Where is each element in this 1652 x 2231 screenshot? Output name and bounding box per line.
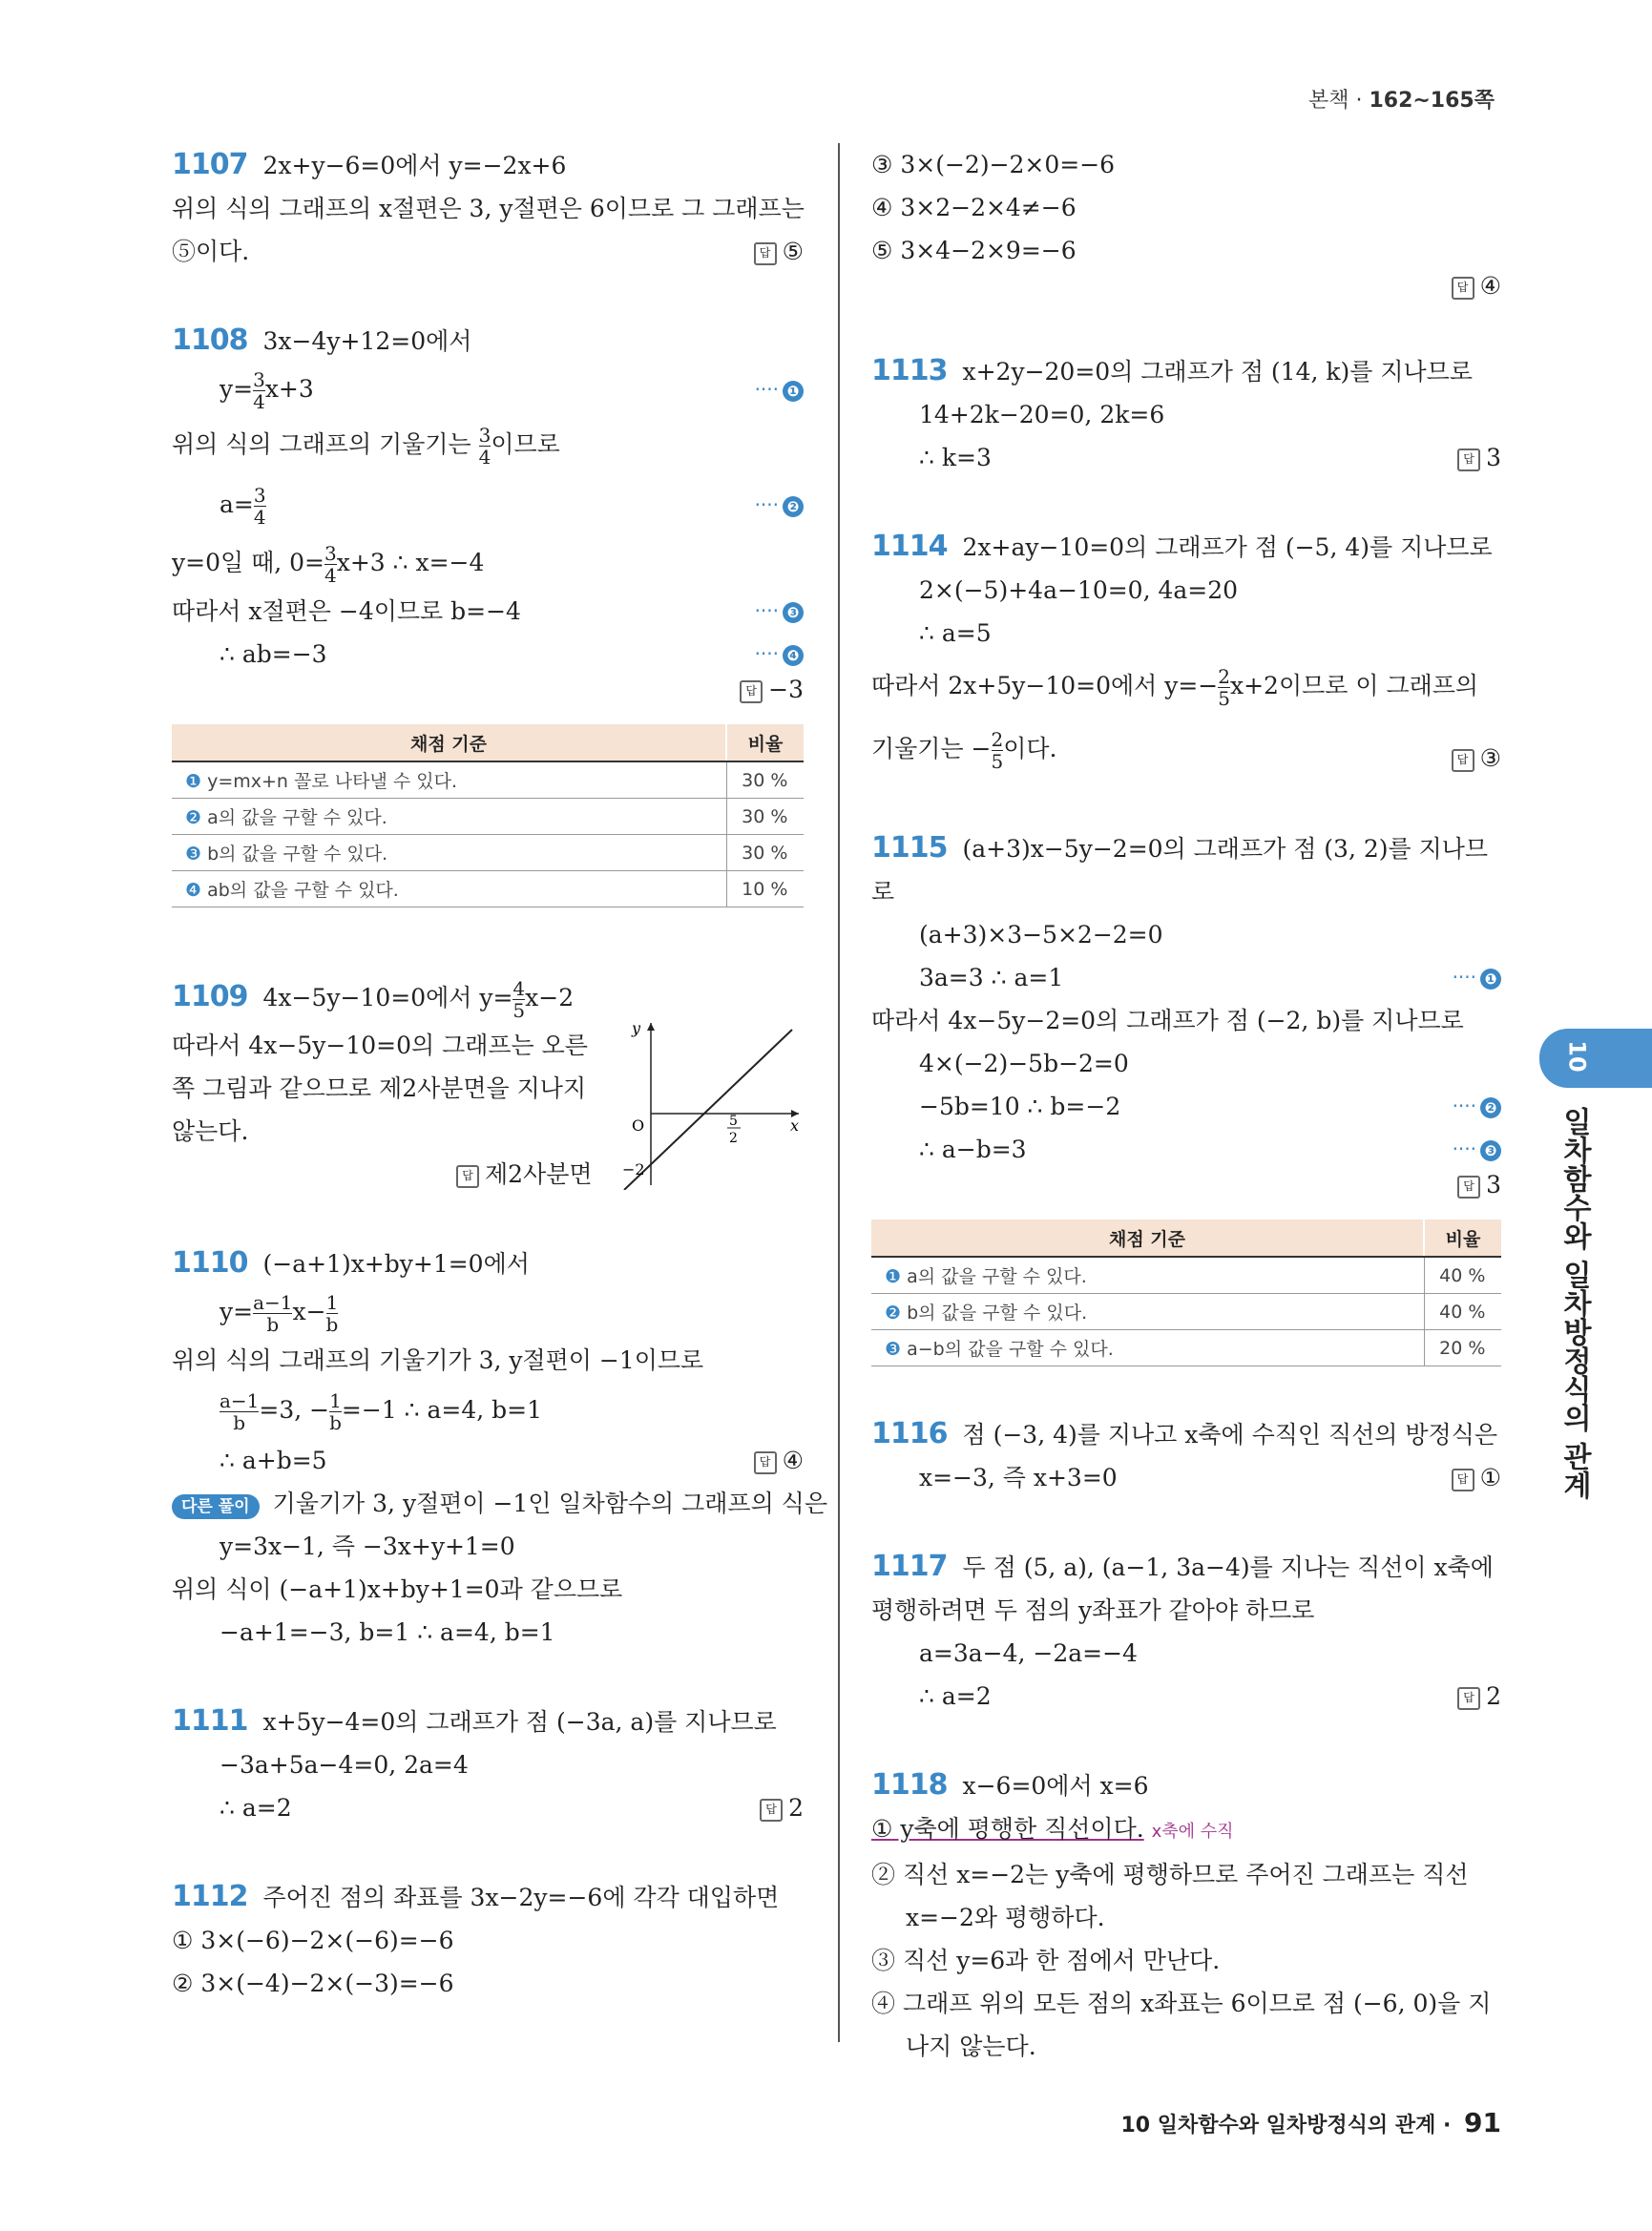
problem-1115: 1115 (a+3)x−5y−2=0의 그래프가 점 (3, 2)를 지나므 로 (a+3)×3−5×2−2=0 3a=3 ∴ a=1 ···· ❶ 따라서 4x−5y−2=0의 그래프가 점 (−2, b)를 지나므로 4×(−2)−5b−2=0 −5b=10 ∴ b=−2 ···· ❷ ∴ a−b=3 ···· ❸ 답 3 채점 기준 비율 ❶ a의 값을 구할 수 있다. 40 % ❷ b의 값을 구할 수 있다. 40 % ❸ a−b의 값을 구할 수 있다. 20 %	[871, 826, 1501, 1366]
problem-1113: 1113 x+2y−20=0의 그래프가 점 (14, k)를 지나므로 14+2k−20=0, 2k=6 ∴ k=3 답 3	[871, 349, 1501, 479]
y-intercept-label: −2	[622, 1160, 645, 1178]
problem-1117: 1117 두 점 (5, a), (a−1, 3a−4)를 지나는 직선이 x축에 평행하려면 두 점의 y좌표가 같아야 하므로 a=3a−4, −2a=−4 ∴ a=2 답 2	[871, 1545, 1501, 1718]
x-intercept-num: 5	[729, 1114, 738, 1129]
answer-1107: 답 ⑤	[754, 230, 804, 273]
problem-1114: 1114 2x+ay−10=0의 그래프가 점 (−5, 4)를 지나므로 2×(−5)+4a−10=0, 4a=20 ∴ a=5 따라서 2x+5y−10=0에서 y=− $\frac{2}{5}$ x+2이므로 이 그래프의 기울기는 − $\frac{2}{5}$ 이다. 답 ③	[871, 525, 1501, 781]
problem-1111: 1111 x+5y−4=0의 그래프가 점 (−3a, a)를 지나므로 −3a+5a−4=0, 2a=4 ∴ a=2 답 2	[172, 1699, 804, 1829]
page-footer: 10 일차함수와 일차방정식의 관계 · 91	[1120, 2107, 1501, 2138]
answer-1114: 답 ③	[1452, 727, 1501, 790]
problem-1108: 1108 3x−4y+12=0에서 y= $\frac{3}{4}$ x+3 ···· ❶ 위의 식의 그래프의 기울기는 $\frac{3}{4}$ 이므로 a= $\frac{3}{4}$ ···· ❷ y=0일 때, 0= $\frac{3}{4}$ x+3 ∴ x=−4 따라서 x절편은 −4이므로 b=−4 ···· ❸ ∴ ab=−3 ···· ❹ 답 −3 채점 기준 비율 ❶ y=mx+n 꼴로 나타낼 수 있다. 30 % ❷ a의 값을 구할 수 있다. 30 % ❸ b의 값을 구할 수 있다. 30 % ❹ ab의 값을 구할 수 있다. 10 %	[172, 319, 804, 907]
right-column	[871, 143, 1501, 2114]
table-row: ❹ ab의 값을 구할 수 있다. 10 %	[172, 871, 804, 907]
answer-icon: 답	[754, 242, 777, 265]
left-column	[172, 143, 827, 2051]
answer-1110: 답 ④	[754, 1439, 804, 1482]
x-intercept-den: 2	[729, 1131, 738, 1146]
answer-icon: 답	[1457, 1687, 1480, 1710]
scoring-table-1115: 채점 기준 비율 ❶ a의 값을 구할 수 있다. 40 % ❷ b의 값을 구할 수 있다. 40 % ❸ a−b의 값을 구할 수 있다. 20 %	[871, 1220, 1501, 1366]
answer-icon: 답	[456, 1165, 479, 1188]
answer-1111: 답 2	[760, 1786, 804, 1829]
table-row: ❸ b의 값을 구할 수 있다. 30 %	[172, 835, 804, 871]
answer-1109: 답 제2사분면	[456, 1153, 593, 1196]
answer-1108: 답 −3	[740, 676, 804, 703]
answer-icon: 답	[1452, 1469, 1474, 1491]
answer-1116: 답 ①	[1452, 1456, 1501, 1499]
answer-icon: 답	[1457, 1176, 1480, 1199]
correction-note: x축에 수직	[1151, 1822, 1234, 1842]
answer-1113: 답 3	[1457, 436, 1501, 479]
answer-icon: 답	[740, 680, 763, 703]
problem-1112-cont: ③ 3×(−2)−2×0=−6 ④ 3×2−2×4≠−6 ⑤ 3×4−2×9=−6 답 ④	[871, 151, 1501, 300]
problem-1112: 1112 주어진 점의 좌표를 3x−2y=−6에 각각 대입하면 ① 3×(−6)−2×(−6)=−6 ② 3×(−4)−2×(−3)=−6	[172, 1880, 780, 1997]
answer-icon: 답	[754, 1451, 777, 1474]
answer-1115: 답 3	[1457, 1171, 1501, 1199]
table-row: ❷ b의 값을 구할 수 있다. 40 %	[871, 1294, 1501, 1330]
chapter-tab-number: 10	[1563, 1040, 1591, 1073]
answer-icon: 답	[1452, 749, 1474, 772]
chapter-side-title: 일차함수와 일차방정식의 관계	[1558, 1107, 1591, 1499]
answer-1112: 답 ④	[1452, 272, 1501, 300]
linear-graph	[622, 1018, 804, 1190]
problem-1110: 1110 (−a+1)x+by+1=0에서 y= $\frac{a-1}{b}$ x− $\frac{1}{b}$ 위의 식의 그래프의 기울기가 3, y절편이 −1이므로 $\frac{a-1}{b}$ =3, − $\frac{1}{b}$ =−1 ∴ a=4, b=1 ∴ a+b=5 답 ④ 다른 풀이 기울기가 3, y절편이 −1인 일차함수의 그래프의 식은 y=3x−1, 즉 −3x+y+1=0 위의 식이 (−a+1)x+by+1=0과 같으므로 −a+1=−3, b=1 ∴ a=4, b=1	[172, 1246, 827, 1646]
x-axis-label: x	[790, 1116, 800, 1135]
problem-1107: 1107 2x+y−6=0에서 y=−2x+6 위의 식의 그래프의 x절편은 3, y절편은 6이므로 그 그래프는 ⑤이다. 답 ⑤	[172, 143, 804, 273]
table-row: ❷ a의 값을 구할 수 있다. 30 %	[172, 799, 804, 835]
table-row: ❶ a의 값을 구할 수 있다. 40 %	[871, 1257, 1501, 1294]
answer-icon: 답	[1452, 277, 1474, 300]
problem-1116: 1116 점 (−3, 4)를 지나고 x축에 수직인 직선의 방정식은 x=−3, 즉 x+3=0 답 ①	[871, 1412, 1501, 1499]
answer-1117: 답 2	[1457, 1675, 1501, 1718]
column-divider	[838, 143, 840, 2042]
page-reference: 본책 · 162~165쪽	[1307, 89, 1495, 113]
problem-1109: 1109 4x−5y−10=0에서 y= $\frac{4}{5}$ x−2 따라서 4x−5y−10=0의 그래프는 오른 쪽 그림과 같으므로 제2사분면을 지나지 않는다. 답 제2사분면 y x O 5 2 −2	[172, 970, 804, 1196]
answer-icon: 답	[1457, 448, 1480, 471]
chapter-tab	[1539, 1029, 1652, 1088]
problem-1118: 1118 x−6=0에서 x=6 ① y축에 평행한 직선이다. x축에 수직 ② 직선 x=−2는 y축에 평행하므로 주어진 그래프는 직선 x=−2와 평행하다. ③ 직선 y=6과 한 점에서 만난다. ④ 그래프 위의 모든 점의 x좌표는 6이므로 점 (−6, 0)을 지 나지 않는다.	[871, 1768, 1492, 2060]
scoring-table-1108: 채점 기준 비율 ❶ y=mx+n 꼴로 나타낼 수 있다. 30 % ❷ a의 값을 구할 수 있다. 30 % ❸ b의 값을 구할 수 있다. 30 % ❹ ab의 값을 구할 수 있다. 10 %	[172, 724, 804, 907]
y-axis-label: y	[632, 1019, 641, 1037]
origin-label: O	[632, 1116, 645, 1135]
table-row: ❸ a−b의 값을 구할 수 있다. 20 %	[871, 1330, 1501, 1366]
alt-solution-tag: 다른 풀이	[172, 1494, 260, 1519]
answer-icon: 답	[760, 1799, 783, 1822]
table-row: ❶ y=mx+n 꼴로 나타낼 수 있다. 30 %	[172, 761, 804, 799]
